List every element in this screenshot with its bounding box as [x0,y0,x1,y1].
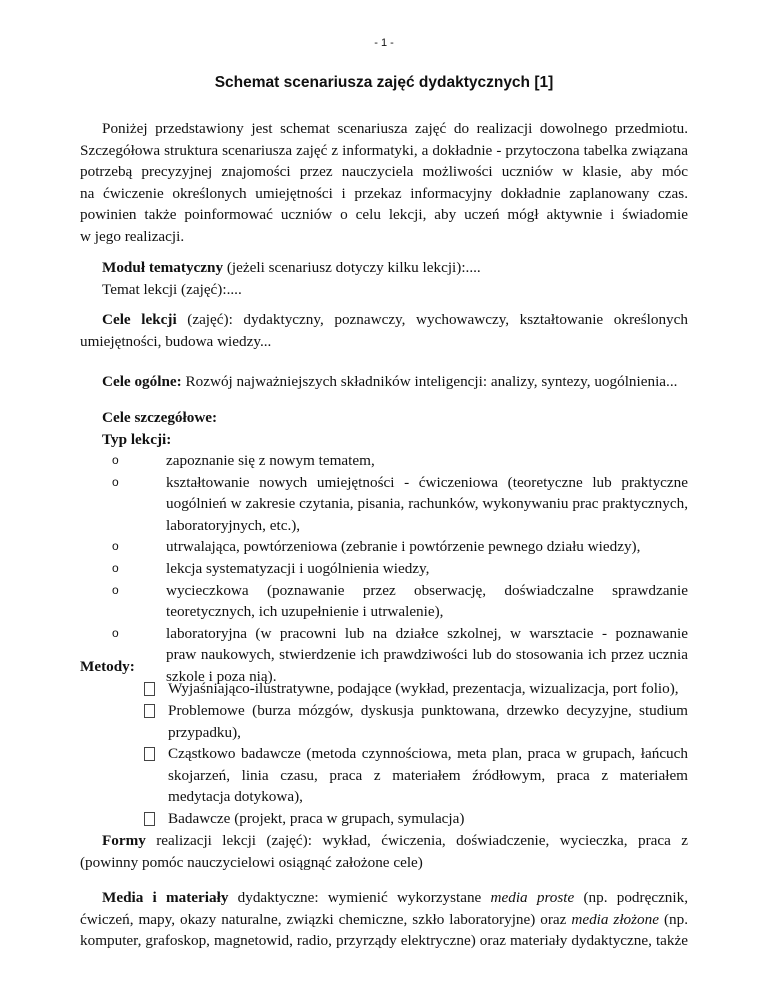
list-item: o utrwalająca, powtórzeniowa (zebranie i powtórzenie pewnego działu wiedzy), [140,536,688,558]
media-line: komputer, grafoskop, magnetowid, radio, przyrządy elektryczne) oraz materiały dydaktyczne, także [80,932,688,950]
intro-paragraph [80,118,688,248]
list-item: Problemowe (burza mózgów, dyskusja punktowana, drzewko decyzyjne, studium przypadku), [168,702,688,741]
formy-section [80,830,688,873]
circle-bullet-icon: o [112,560,119,575]
cele-ogolne-section [80,371,688,393]
formy-label: Formy [102,832,146,849]
cele-ogolne-label: Cele ogólne: [102,373,182,390]
formy-line2: (powinny pomóc nauczycielowi osiągnąć założone cele) [80,853,423,871]
page-number: - 1 - [374,37,394,49]
modul-section [80,257,688,300]
box-bullet-icon [144,682,155,696]
modul-line [80,257,688,279]
cele-szczegolowe-label: Cele szczegółowe: [102,409,218,426]
cele-lekcji-line2: umiejętności, budowa wiedzy... [80,332,272,350]
modul-text: (jeżeli scenariusz dotyczy kilku lekcji):.... [223,259,481,276]
metody-section [80,656,688,678]
box-bullet-icon [144,812,155,826]
formy-line: Formy realizacji lekcji (zajęć): wykład, ćwiczenia, doświadczenie, wycieczka, praca z [102,832,688,849]
cele-lekcji-text: (zajęć): dydaktyczny, poznawczy, wychowawczy, kształtowanie określonych [176,311,688,328]
media-section [80,887,688,952]
intro-line: Szczegółowa struktura scenariusza zajęć z informatyki, a dokładnie - przytoczona tabelka związana [80,141,688,159]
media-line: ćwiczeń, mapy, okazy naturalne, związki chemiczne, szkło laboratoryjne) oraz media złożone (np. [80,910,688,928]
modul-label: Moduł tematyczny [102,259,224,276]
circle-bullet-icon: o [112,539,119,554]
document-title: Schemat scenariusza zajęć dydaktycznych [1] [214,74,554,91]
list-item: o lekcja systematyzacji i uogólnienia wiedzy, [140,558,688,580]
intro-line: na ćwiczenie określonych umiejętności i przekaz informacyjny dokładnie zaplanowany czas. [80,184,688,202]
list-item: o wycieczkowa (poznawanie przez obserwację, doświadczalne sprawdzanie teoretycznych, ich uzupełnienie i utrwalenie), [112,581,688,621]
intro-line: potrzebą precyzyjnej znajomości przez nauczyciela możliwości uczniów w klasie, aby móc [80,163,688,181]
intro-line: Poniżej przedstawiony jest schemat scenariusza zajęć do realizacji dowolnego przedmiotu. [102,120,688,137]
list-item: o laboratoryjna (w pracowni lub na działce szkolnej, w warsztacie - poznawanie praw naukowych, stwierdzenie ich prawdziwości lub do stosowania ich przez ucznia szkole i poza nią). [112,624,688,685]
list-item: Cząstkowo badawcze (metoda czynnościowa, meta plan, praca w grupach, łańcuch skojarzeń, linia czasu, praca z materiałem źródłowym, praca z materiałem medytacja dotykowa), [168,745,688,806]
metody-list [80,678,688,813]
cele-ogolne-line [80,371,688,393]
circle-bullet-icon: o [112,582,119,597]
circle-bullet-icon: o [112,453,119,467]
cele-lekcji-label: Cele lekcji [102,311,177,328]
cele-szczegolowe-section [80,407,688,450]
typ-lekcji-list [112,450,688,688]
metody-label: Metody: [80,658,135,675]
cele-lekcji-line [80,309,688,331]
circle-bullet-icon: o [112,474,119,489]
temat-line: Temat lekcji (zajęć):.... [102,280,242,298]
cele-lekcji-section [80,309,688,352]
cele-ogolne-text: Rozwój najważniejszych składników inteligencji: analizy, syntezy, uogólnienia... [181,373,678,390]
intro-line: w jego realizacji. [80,227,185,245]
box-bullet-icon [144,704,155,718]
list-item: Wyjaśniająco-ilustratywne, podające (wykład, prezentacja, wizualizacja, port folio), [168,680,679,697]
list-item: o zapoznanie się z nowym tematem, [140,450,688,472]
media-line: Media i materiały dydaktyczne: wymienić wykorzystane media proste (np. podręcznik, [102,889,688,906]
box-bullet-icon [144,747,155,761]
list-item: o kształtowanie nowych umiejętności - ćwiczeniowa (teoretyczne lub praktyczne uogólnień w zakresie czytania, pisania, rachunków, wykonywaniu prac praktycznych, laboratoryjnych, etc.), [112,473,688,534]
media-label: Media i materiały [102,889,229,906]
list-item: Badawcze (projekt, praca w grupach, symulacja) [168,810,465,827]
circle-bullet-icon: o [112,625,119,640]
typ-lekcji-label: Typ lekcji: [102,430,172,448]
intro-line: powinien także poinformować uczniów o celu lekcji, aby uczeń mógł aktywnie i świadomie [80,206,688,224]
